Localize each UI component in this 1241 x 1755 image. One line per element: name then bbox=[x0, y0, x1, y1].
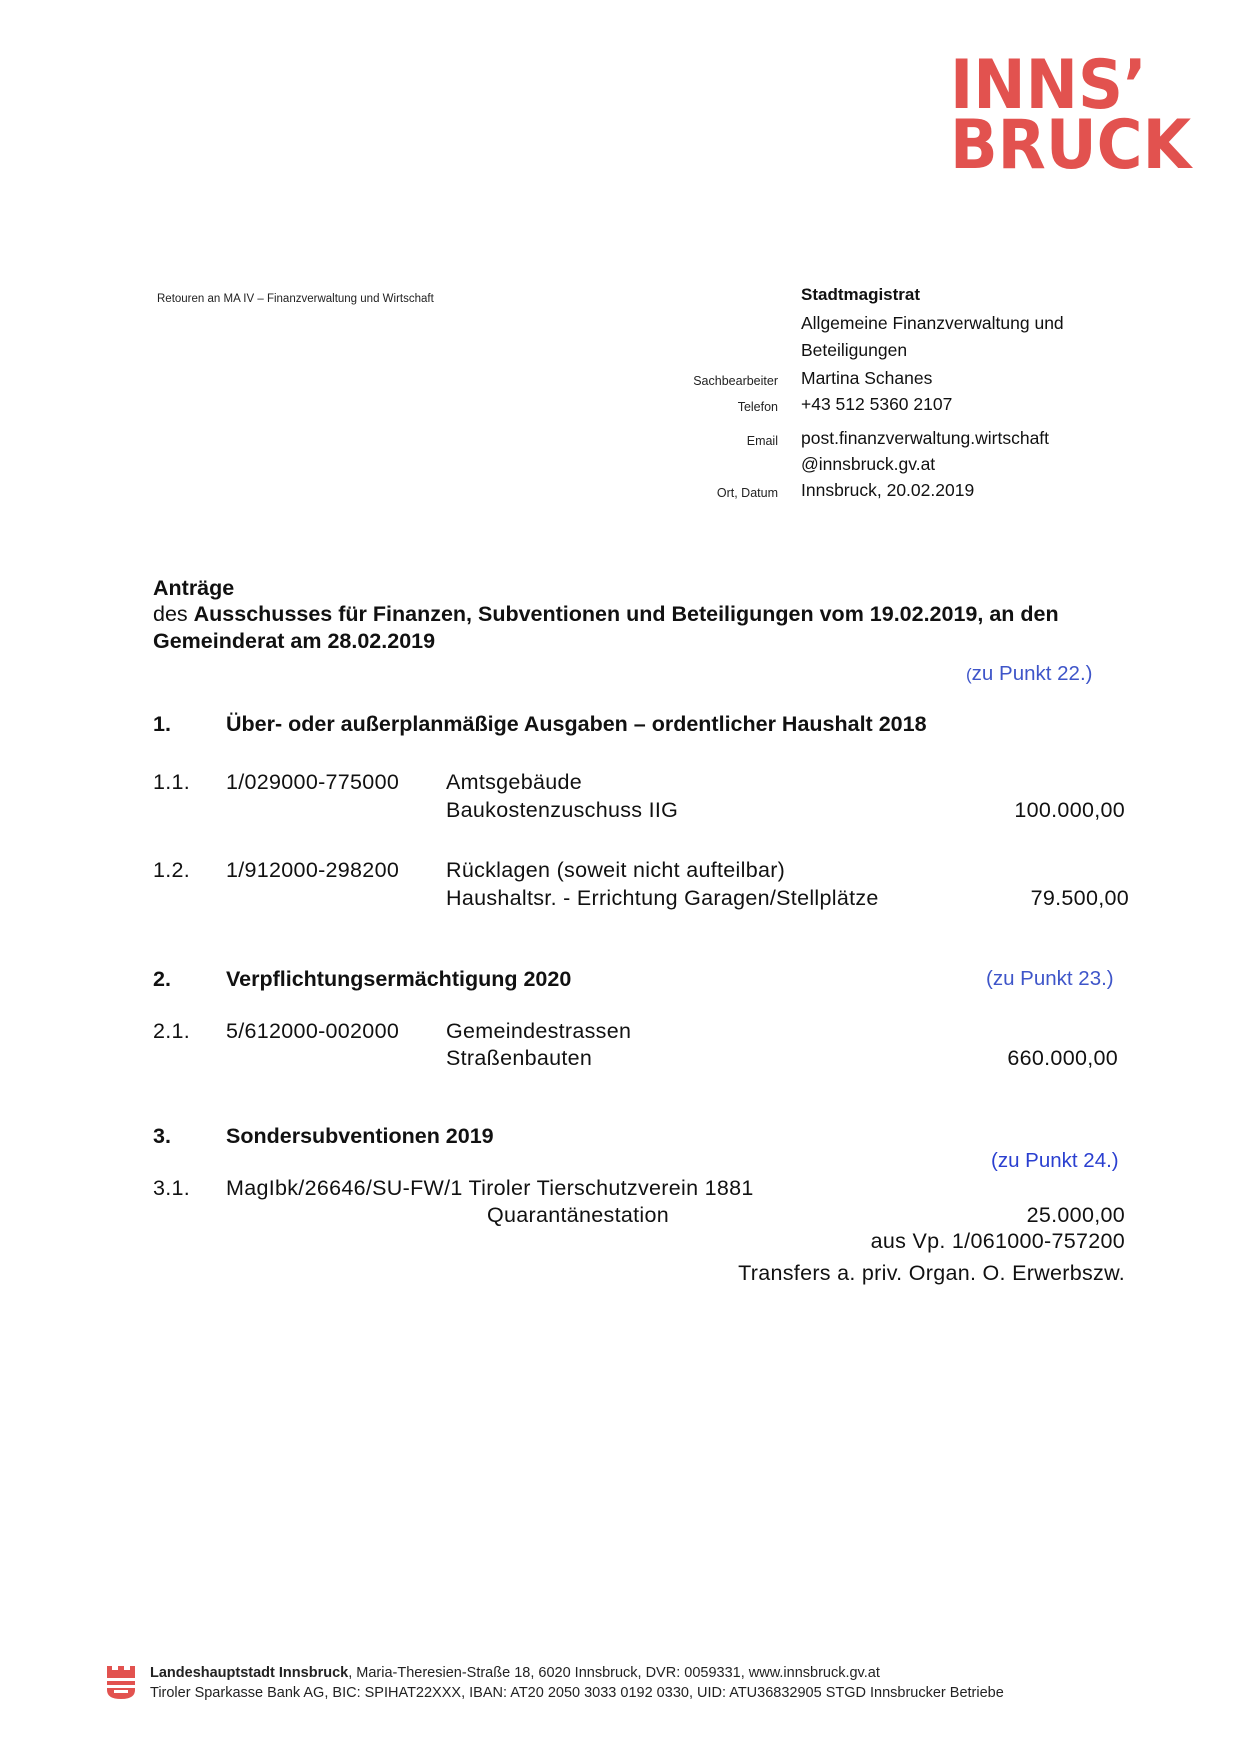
item-1-2-code: 1/912000-298200 bbox=[226, 858, 400, 882]
item-3-1-budget-line: aus Vp. 1/061000-757200 bbox=[870, 1229, 1125, 1253]
sender-dept-line2: Beteiligungen bbox=[801, 340, 908, 360]
email-line1: post.finanzverwaltung.wirtschaft bbox=[801, 428, 1050, 448]
title-committee: Ausschusses für Finanzen, Subventionen und Beteiligungen vom 19.02.2019, an den bbox=[193, 602, 1059, 626]
item-3-1-line1: MagIbk/26646/SU-FW/1 Tiroler Tierschutzverein 1881 bbox=[226, 1176, 754, 1200]
ref-punkt-22-text: zu Punkt 22.) bbox=[971, 662, 1093, 685]
clerk-label: Sachbearbeiter bbox=[693, 374, 778, 388]
item-1-1-amount: 100.000,00 bbox=[1014, 798, 1125, 822]
footer-city-name: Landeshauptstadt Innsbruck bbox=[150, 1665, 349, 1681]
item-1-1-line2: Baukostenzuschuss IIG bbox=[446, 798, 679, 822]
item-3-1-line2: Quarantänestation bbox=[487, 1203, 670, 1227]
item-2-1-amount: 660.000,00 bbox=[1007, 1046, 1118, 1070]
section-3-title: Sondersubventionen 2019 bbox=[226, 1124, 494, 1148]
item-1-2-number: 1.2. bbox=[153, 858, 191, 882]
footer-line2: Tiroler Sparkasse Bank AG, BIC: SPIHAT22XXX, IBAN: AT20 2050 3033 0192 0330, UID: ATU36832905 STGD Innsbrucker Betriebe bbox=[150, 1685, 1004, 1701]
item-1-2-line2: Haushaltsr. - Errichtung Garagen/Stellplätze bbox=[446, 886, 879, 910]
clerk-name: Martina Schanes bbox=[801, 368, 933, 388]
section-2-number: 2. bbox=[153, 967, 171, 991]
sender-org: Stadtmagistrat bbox=[801, 285, 921, 304]
ref-punkt-22 bbox=[966, 662, 1092, 686]
item-1-2-line1: Rücklagen (soweit nicht aufteilbar) bbox=[446, 858, 786, 882]
section-2-title: Verpflichtungsermächtigung 2020 bbox=[226, 967, 572, 991]
date-label: Ort, Datum bbox=[716, 486, 778, 500]
ref-punkt-23: (zu Punkt 23.) bbox=[986, 967, 1114, 990]
footer-line1 bbox=[150, 1665, 880, 1681]
section-1-title: Über- oder außerplanmäßige Ausgaben – ordentlicher Haushalt 2018 bbox=[226, 712, 927, 736]
item-2-1-code: 5/612000-002000 bbox=[226, 1019, 400, 1043]
item-2-1-line1: Gemeindestrassen bbox=[446, 1019, 632, 1043]
item-3-1-transfer-line: Transfers a. priv. Organ. O. Erwerbszw. bbox=[738, 1261, 1125, 1285]
innsbruck-logo bbox=[950, 46, 1192, 185]
logo-line-2: BRUCK bbox=[950, 106, 1192, 185]
email-line2: @innsbruck.gv.at bbox=[801, 454, 936, 474]
phone-number: +43 512 5360 2107 bbox=[801, 394, 953, 414]
item-2-1-line2: Straßenbauten bbox=[446, 1046, 593, 1070]
place-date: Innsbruck, 20.02.2019 bbox=[801, 480, 975, 500]
ref-punkt-24: (zu Punkt 24.) bbox=[991, 1149, 1119, 1172]
email-label: Email bbox=[746, 434, 778, 448]
item-1-1-number: 1.1. bbox=[153, 770, 191, 794]
return-address: Retouren an MA IV – Finanzverwaltung und Wirtschaft bbox=[157, 293, 434, 305]
item-1-2-amount: 79.500,00 bbox=[1030, 886, 1129, 910]
section-1-number: 1. bbox=[153, 712, 171, 736]
item-3-1-amount: 25.000,00 bbox=[1026, 1203, 1125, 1227]
title-prefix: des bbox=[153, 602, 194, 626]
phone-label: Telefon bbox=[737, 400, 778, 414]
title-line1: Anträge bbox=[153, 576, 235, 600]
item-3-1-number: 3.1. bbox=[153, 1176, 191, 1200]
section-3-number: 3. bbox=[153, 1124, 171, 1148]
logo-line-1: INNS’ bbox=[950, 46, 1147, 125]
footer-address: , Maria-Theresien-Straße 18, 6020 Innsbruck, DVR: 0059331, www.innsbruck.gv.at bbox=[348, 1665, 880, 1681]
item-1-1-line1: Amtsgebäude bbox=[446, 770, 582, 794]
ref-open-paren: ( bbox=[966, 665, 972, 684]
sender-dept-line1: Allgemeine Finanzverwaltung und bbox=[801, 313, 1064, 333]
innsbruck-coat-of-arms-icon bbox=[106, 1664, 136, 1700]
title-line3: Gemeinderat am 28.02.2019 bbox=[153, 629, 436, 653]
item-1-1-code: 1/029000-775000 bbox=[226, 770, 400, 794]
item-2-1-number: 2.1. bbox=[153, 1019, 191, 1043]
title-line2 bbox=[153, 602, 1059, 627]
